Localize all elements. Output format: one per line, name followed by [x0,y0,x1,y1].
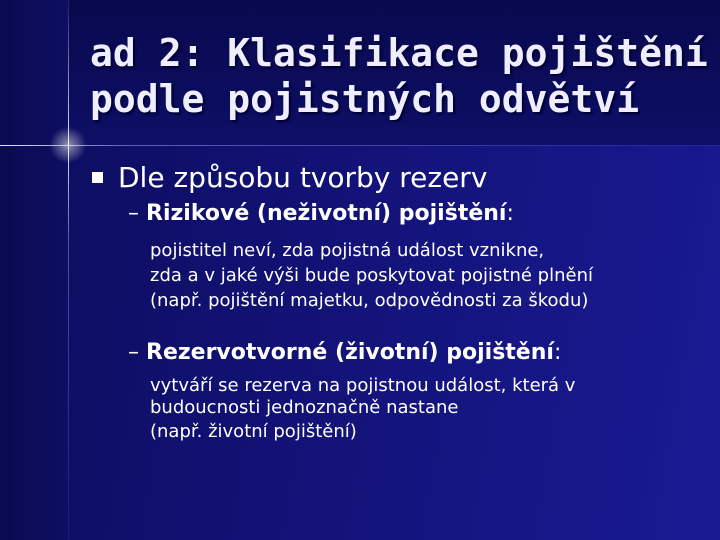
description-line: budoucnosti jednoznačně nastane [150,397,459,418]
subitem-reserve-heading: Rezervotvorné (životní) pojištění [146,340,554,365]
slide-title-line-1: ad 2: Klasifikace pojištění [90,31,708,75]
subitem-risk-colon: : [506,201,514,226]
subitem-reserve [128,337,561,369]
description-line: (např. životní pojištění) [150,421,357,442]
slide-title [90,30,708,122]
subitem-risk-description [150,238,690,313]
description-line: pojistitel neví, zda pojistná událost vznikne, [150,240,545,261]
description-line: (např. pojištění majetku, odpovědnosti za škodu) [150,290,589,311]
bullet-text: Dle způsobu tvorby rezerv [118,161,488,194]
dash-icon: – [128,340,139,365]
decorative-cross-glow [48,125,88,165]
subitem-risk [128,198,514,230]
decorative-vertical-line [68,0,69,540]
subitem-risk-heading: Rizikové (neživotní) pojištění [146,201,507,226]
description-line: zda a v jaké výši bude poskytovat pojistné plnění [150,265,594,286]
slide-title-line-2: podle pojistných odvětví [90,77,640,121]
square-bullet-icon [92,172,103,183]
decorative-horizontal-line [0,145,720,146]
subitem-reserve-description [150,375,690,445]
description-line: vytváří se rezerva na pojistnou událost, která v [150,375,576,396]
dash-icon: – [128,201,139,226]
subitem-reserve-colon: : [553,340,562,365]
left-band [0,0,68,540]
